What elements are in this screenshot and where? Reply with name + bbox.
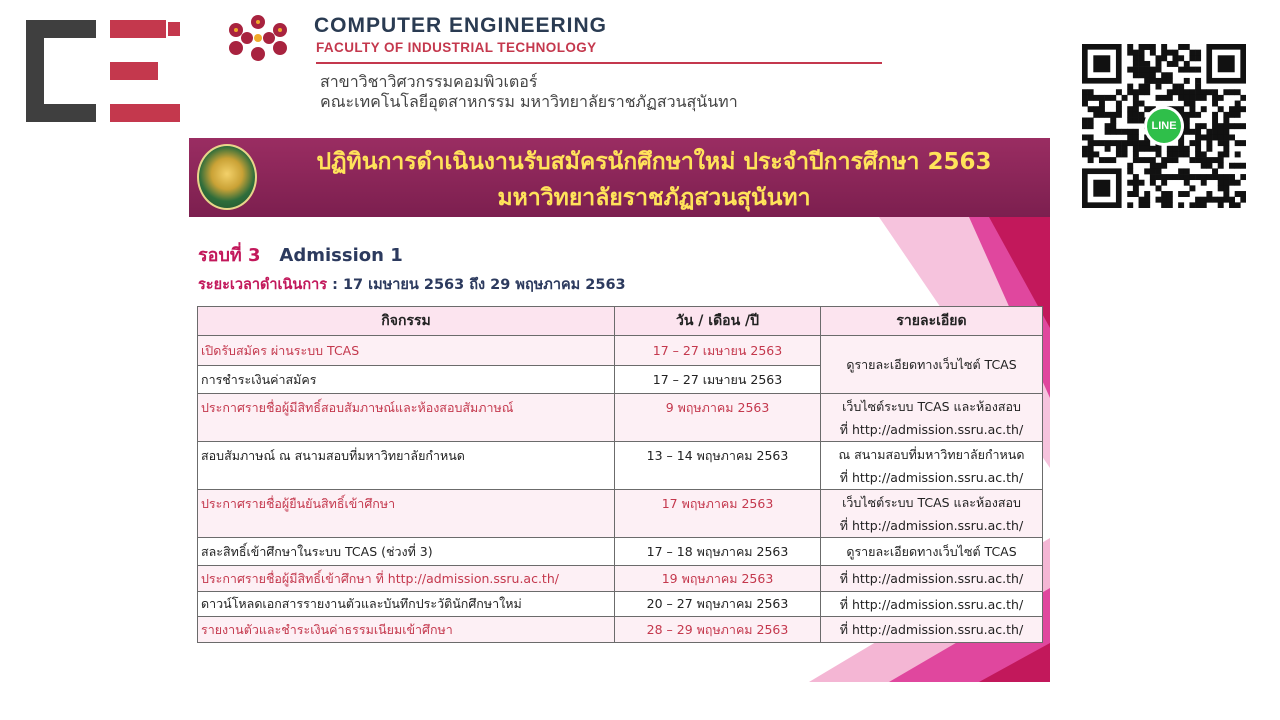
date-cell: 17 พฤษภาคม 2563	[615, 490, 821, 538]
detail-cell	[821, 617, 1043, 643]
table-row	[198, 538, 1043, 566]
round-name: Admission 1	[279, 245, 403, 266]
header-divider	[316, 62, 882, 64]
period-value: : 17 เมษายน 2563 ถึง 29 พฤษภาคม 2563	[332, 277, 626, 293]
activity-cell: เปิดรับสมัคร ผ่านระบบ TCAS	[198, 336, 615, 366]
department-title-th: สาขาวิชาวิศวกรรมคอมพิวเตอร์	[320, 72, 538, 91]
detail-line: ที่ http://admission.ssru.ac.th/	[839, 596, 1024, 612]
activity-cell: สละสิทธิ์เข้าศึกษาในระบบ TCAS (ช่วงที่ 3)	[198, 538, 615, 566]
detail-line: เว็บไซต์ระบบ TCAS และห้องสอบ	[842, 398, 1021, 414]
detail-cell	[821, 538, 1043, 566]
table-row	[198, 490, 1043, 538]
period-label: ระยะเวลาดำเนินการ	[198, 277, 328, 293]
table-row	[198, 394, 1043, 442]
detail-line: ณ สนามสอบที่มหาวิทยาลัยกำหนด	[838, 446, 1025, 462]
activity-cell: ประกาศรายชื่อผู้มีสิทธิ์เข้าศึกษา ที่ http://admission.ssru.ac.th/	[198, 566, 615, 592]
ce-logo	[26, 20, 182, 122]
period-line	[198, 273, 626, 296]
faculty-title-th: คณะเทคโนโลยีอุตสาหกรรม มหาวิทยาลัยราชภัฏสวนสุนันทา	[320, 92, 738, 111]
detail-line: ที่ http://admission.ssru.ac.th/	[839, 571, 1024, 586]
admission-poster	[189, 138, 1050, 682]
detail-line: ดูรายละเอียดทางเว็บไซต์ TCAS	[846, 357, 1017, 372]
poster-title-line1: ปฏิทินการดำเนินงานรับสมัครนักศึกษาใหม่ ประจำปีการศึกษา 2563	[316, 149, 992, 175]
activity-cell: ประกาศรายชื่อผู้มีสิทธิ์สอบสัมภาษณ์และห้องสอบสัมภาษณ์	[198, 394, 615, 442]
table-header-row	[198, 307, 1043, 336]
table-row	[198, 617, 1043, 643]
detail-line: เว็บไซต์ระบบ TCAS และห้องสอบ	[842, 494, 1021, 510]
detail-line: ที่ http://admission.ssru.ac.th/	[839, 622, 1024, 637]
activity-cell: การชำระเงินค่าสมัคร	[198, 366, 615, 394]
activity-cell: ดาวน์โหลดเอกสารรายงานตัวและบันทึกประวัตินักศึกษาใหม่	[198, 592, 615, 617]
date-cell: 9 พฤษภาคม 2563	[615, 394, 821, 442]
table-row	[198, 592, 1043, 617]
department-title-en: COMPUTER ENGINEERING	[314, 14, 608, 37]
detail-line: ที่ http://admission.ssru.ac.th/	[839, 517, 1024, 533]
university-seal-icon	[197, 144, 257, 210]
date-cell: 17 – 18 พฤษภาคม 2563	[615, 538, 821, 566]
detail-cell	[821, 592, 1043, 617]
column-header-date: วัน / เดือน /ปี	[615, 307, 821, 336]
poster-banner	[189, 138, 1050, 217]
date-cell: 20 – 27 พฤษภาคม 2563	[615, 592, 821, 617]
date-cell: 19 พฤษภาคม 2563	[615, 566, 821, 592]
detail-line: ดูรายละเอียดทางเว็บไซต์ TCAS	[846, 544, 1017, 559]
detail-line: ที่ http://admission.ssru.ac.th/	[839, 469, 1024, 485]
poster-title-line2: มหาวิทยาลัยราชภัฏสวนสุนันทา	[497, 185, 811, 211]
activity-cell: รายงานตัวและชำระเงินค่าธรรมเนียมเข้าศึกษา	[198, 617, 615, 643]
flower-logo-icon	[222, 14, 294, 62]
detail-cell	[821, 336, 1043, 394]
round-heading	[198, 240, 403, 269]
detail-cell	[821, 394, 1043, 442]
date-cell: 17 – 27 เมษายน 2563	[615, 336, 821, 366]
line-logo-icon: LINE	[1144, 106, 1184, 146]
detail-line: ที่ http://admission.ssru.ac.th/	[839, 421, 1024, 437]
detail-cell	[821, 566, 1043, 592]
schedule-table	[197, 306, 1043, 643]
date-cell: 13 – 14 พฤษภาคม 2563	[615, 442, 821, 490]
detail-cell	[821, 442, 1043, 490]
round-number: รอบที่ 3	[198, 245, 261, 266]
activity-cell: ประกาศรายชื่อผู้ยืนยันสิทธิ์เข้าศึกษา	[198, 490, 615, 538]
date-cell: 17 – 27 เมษายน 2563	[615, 366, 821, 394]
table-row	[198, 336, 1043, 366]
table-row	[198, 442, 1043, 490]
column-header-detail: รายละเอียด	[821, 307, 1043, 336]
date-cell: 28 – 29 พฤษภาคม 2563	[615, 617, 821, 643]
activity-cell: สอบสัมภาษณ์ ณ สนามสอบที่มหาวิทยาลัยกำหนด	[198, 442, 615, 490]
faculty-title-en: FACULTY OF INDUSTRIAL TECHNOLOGY	[316, 40, 597, 55]
detail-cell	[821, 490, 1043, 538]
table-row	[198, 566, 1043, 592]
column-header-activity: กิจกรรม	[198, 307, 615, 336]
